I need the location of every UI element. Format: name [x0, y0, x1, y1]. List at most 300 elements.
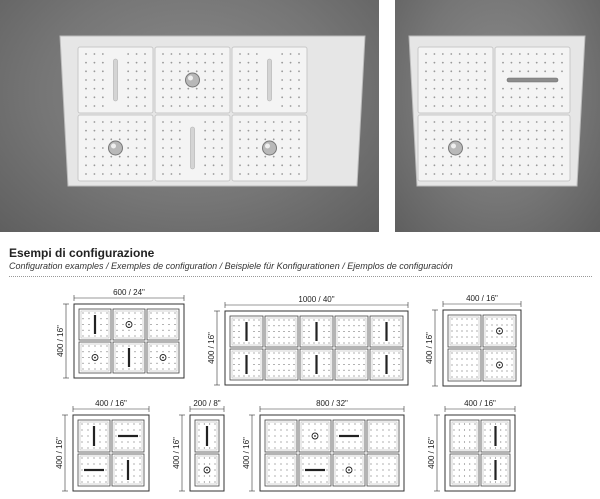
nozzle-dot — [553, 88, 555, 90]
nozzle-dot — [536, 147, 538, 149]
nozzle-dot — [495, 423, 496, 424]
nozzle-dot — [363, 331, 364, 332]
nozzle-dot — [519, 121, 521, 123]
nozzle-dot — [527, 105, 529, 107]
nozzle-dot — [221, 62, 223, 64]
nozzle-dot — [500, 441, 501, 442]
nozzle-dot — [292, 481, 293, 482]
nozzle-dot — [268, 331, 269, 332]
nozzle-dot — [204, 457, 205, 458]
nozzle-dot — [87, 429, 88, 430]
nozzle-dot — [466, 336, 467, 337]
nozzle-dot — [469, 441, 470, 442]
nozzle-dot — [471, 370, 472, 371]
nozzle-dot — [373, 342, 374, 343]
nozzle-dot — [144, 53, 146, 55]
nozzle-dot — [502, 53, 504, 55]
nozzle-dot — [336, 481, 337, 482]
nozzle-dot — [150, 312, 151, 313]
nozzle-dot — [268, 435, 269, 436]
nozzle-dot — [506, 358, 507, 359]
nozzle-dot — [238, 337, 239, 338]
ceiling-tile — [418, 47, 493, 113]
nozzle-dot — [243, 352, 244, 353]
nozzle-dot — [171, 121, 173, 123]
nozzle-dot — [303, 375, 304, 376]
nozzle-dot — [82, 357, 83, 358]
nozzle-dot — [106, 312, 107, 313]
nozzle-dot — [139, 481, 140, 482]
nozzle-dot — [544, 96, 546, 98]
nozzle-dot — [122, 330, 123, 331]
nozzle-dot — [106, 363, 107, 364]
nozzle-dot — [484, 130, 486, 132]
nozzle-dot — [544, 173, 546, 175]
nozzle-dot — [500, 429, 501, 430]
nozzle-dot — [179, 130, 181, 132]
nozzle-dot — [450, 156, 452, 158]
nozzle-dot — [248, 53, 250, 55]
nozzle-dot — [256, 147, 258, 149]
nozzle-dot — [442, 138, 444, 140]
nozzle-dot — [115, 429, 116, 430]
nozzle-dot — [544, 105, 546, 107]
nozzle-dot — [87, 441, 88, 442]
nozzle-dot — [133, 423, 134, 424]
nozzle-dot — [378, 352, 379, 353]
nozzle-dot — [273, 358, 274, 359]
nozzle-dot — [393, 331, 394, 332]
nozzle-dot — [273, 319, 274, 320]
nozzle-dot — [466, 318, 467, 319]
nozzle-dot — [196, 96, 198, 98]
nozzle-dot — [204, 130, 206, 132]
nozzle-dot — [388, 375, 389, 376]
nozzle-dot — [467, 130, 469, 132]
nozzle-dot — [233, 319, 234, 320]
nozzle-dot — [398, 342, 399, 343]
nozzle-dot — [288, 337, 289, 338]
nozzle-dot — [298, 164, 300, 166]
nozzle-dot — [553, 70, 555, 72]
nozzle-dot — [139, 447, 140, 448]
nozzle-dot — [268, 337, 269, 338]
nozzle-dot — [168, 318, 169, 319]
nozzle-dot — [174, 357, 175, 358]
nozzle-dot — [239, 138, 241, 140]
nozzle-dot — [127, 429, 128, 430]
nozzle-dot — [323, 325, 324, 326]
nozzle-dot — [486, 324, 487, 325]
nozzle-dot — [519, 164, 521, 166]
nozzle-dot — [273, 130, 275, 132]
nozzle-dot — [461, 376, 462, 377]
nozzle-dot — [326, 475, 327, 476]
nozzle-dot — [88, 345, 89, 346]
nozzle-dot — [256, 105, 258, 107]
nozzle-dot — [121, 423, 122, 424]
nozzle-dot — [268, 370, 269, 371]
nozzle-dot — [179, 70, 181, 72]
nozzle-dot — [256, 79, 258, 81]
nozzle-dot — [511, 173, 513, 175]
nozzle-dot — [370, 429, 371, 430]
nozzle-dot — [505, 457, 506, 458]
nozzle-dot — [466, 376, 467, 377]
nozzle-dot — [338, 364, 339, 365]
nozzle-dot — [171, 96, 173, 98]
nozzle-dot — [268, 364, 269, 365]
ceiling-tile — [155, 115, 230, 181]
nozzle-dot — [248, 79, 250, 81]
nozzle-dot — [288, 325, 289, 326]
nozzle-dot — [248, 173, 250, 175]
nozzle-dot — [134, 368, 135, 369]
nozzle-dot — [453, 441, 454, 442]
nozzle-dot — [204, 164, 206, 166]
nozzle-dot — [467, 105, 469, 107]
nozzle-dot — [94, 335, 95, 336]
module-tile — [448, 315, 481, 347]
nozzle-dot — [238, 319, 239, 320]
nozzle-dot — [360, 457, 361, 458]
nozzle-dot — [94, 105, 96, 107]
nozzle-dot — [273, 121, 275, 123]
nozzle-dot — [280, 423, 281, 424]
nozzle-dot — [162, 138, 164, 140]
nozzle-dot — [144, 70, 146, 72]
nozzle-dot — [378, 319, 379, 320]
nozzle-dot — [467, 173, 469, 175]
nozzle-dot — [486, 376, 487, 377]
nozzle-dot — [348, 463, 349, 464]
nozzle-dot — [544, 138, 546, 140]
nozzle-dot — [536, 121, 538, 123]
configuration-diagrams — [0, 279, 600, 499]
nozzle-dot — [461, 324, 462, 325]
nozzle-dot — [484, 79, 486, 81]
nozzle-dot — [233, 325, 234, 326]
nozzle-dot — [278, 337, 279, 338]
nozzle-dot — [144, 138, 146, 140]
tile-surface — [495, 115, 570, 181]
nozzle-dot — [105, 429, 106, 430]
light-bar-vertical — [127, 460, 129, 480]
nozzle-dot — [338, 342, 339, 343]
nozzle-dot — [425, 130, 427, 132]
width-label: 400 / 16" — [464, 399, 496, 408]
nozzle-dot — [116, 335, 117, 336]
nozzle-dot — [476, 164, 478, 166]
nozzle-dot — [119, 156, 121, 158]
ceiling-tile — [78, 47, 153, 113]
nozzle-dot — [293, 370, 294, 371]
nozzle-dot — [519, 105, 521, 107]
nozzle-dot — [179, 96, 181, 98]
nozzle-dot — [373, 364, 374, 365]
nozzle-dot — [442, 147, 444, 149]
nozzle-dot — [348, 352, 349, 353]
nozzle-dot — [293, 358, 294, 359]
nozzle-dot — [376, 441, 377, 442]
nozzle-dot — [213, 96, 215, 98]
nozzle-dot — [388, 423, 389, 424]
nozzle-dot — [527, 121, 529, 123]
nozzle-dot — [239, 164, 241, 166]
nozzle-dot — [360, 475, 361, 476]
nozzle-dot — [82, 318, 83, 319]
nozzle-dot — [511, 53, 513, 55]
nozzle-dot — [393, 352, 394, 353]
nozzle-dot — [318, 375, 319, 376]
nozzle-dot — [328, 352, 329, 353]
nozzle-dot — [500, 469, 501, 470]
nozzle-dot — [292, 441, 293, 442]
nozzle-dot — [382, 429, 383, 430]
height-label: 400 / 16" — [56, 325, 65, 357]
nozzle-dot — [511, 105, 513, 107]
nozzle-dot — [314, 481, 315, 482]
nozzle-dot — [467, 79, 469, 81]
nozzle-dot — [136, 138, 138, 140]
nozzle-dot — [348, 375, 349, 376]
nozzle-dot — [150, 363, 151, 364]
nozzle-dot — [544, 156, 546, 158]
nozzle-dot — [280, 469, 281, 470]
shower-nozzle-center — [206, 469, 208, 471]
nozzle-dot — [373, 331, 374, 332]
nozzle-dot — [476, 324, 477, 325]
nozzle-dot — [484, 481, 485, 482]
nozzle-dot — [484, 173, 486, 175]
light-bar-vertical — [94, 315, 96, 334]
nozzle-dot — [102, 62, 104, 64]
nozzle-dot — [298, 173, 300, 175]
nozzle-dot — [501, 370, 502, 371]
nozzle-dot — [328, 319, 329, 320]
nozzle-dot — [119, 130, 121, 132]
nozzle-dot — [99, 423, 100, 424]
nozzle-dot — [100, 351, 101, 352]
nozzle-dot — [82, 363, 83, 364]
nozzle-dot — [354, 441, 355, 442]
nozzle-dot — [283, 370, 284, 371]
nozzle-dot — [464, 457, 465, 458]
nozzle-dot — [136, 96, 138, 98]
nozzle-dot — [162, 345, 163, 346]
nozzle-dot — [204, 463, 205, 464]
nozzle-dot — [198, 423, 199, 424]
nozzle-dot — [121, 447, 122, 448]
nozzle-dot — [328, 358, 329, 359]
nozzle-dot — [253, 370, 254, 371]
nozzle-dot — [127, 173, 129, 175]
nozzle-dot — [313, 375, 314, 376]
nozzle-dot — [133, 469, 134, 470]
nozzle-dot — [353, 337, 354, 338]
nozzle-dot — [100, 357, 101, 358]
nozzle-dot — [258, 325, 259, 326]
nozzle-dot — [268, 342, 269, 343]
nozzle-dot — [144, 96, 146, 98]
nozzle-dot — [233, 337, 234, 338]
nozzle-dot — [162, 105, 164, 107]
nozzle-dot — [502, 62, 504, 64]
nozzle-dot — [94, 363, 95, 364]
nozzle-dot — [459, 457, 460, 458]
nozzle-dot — [434, 88, 436, 90]
nozzle-dot — [127, 481, 128, 482]
nozzle-dot — [303, 337, 304, 338]
nozzle-dot — [174, 324, 175, 325]
nozzle-dot — [308, 475, 309, 476]
nozzle-dot — [308, 331, 309, 332]
nozzle-dot — [293, 342, 294, 343]
nozzle-dot — [342, 469, 343, 470]
nozzle-dot — [382, 463, 383, 464]
nozzle-dot — [128, 335, 129, 336]
nozzle-dot — [139, 475, 140, 476]
nozzle-dot — [519, 70, 521, 72]
nozzle-dot — [336, 429, 337, 430]
nozzle-dot — [501, 318, 502, 319]
nozzle-dot — [274, 435, 275, 436]
nozzle-dot — [484, 147, 486, 149]
nozzle-dot — [348, 319, 349, 320]
nozzle-dot — [378, 342, 379, 343]
nozzle-dot — [354, 475, 355, 476]
nozzle-dot — [434, 164, 436, 166]
nozzle-dot — [281, 105, 283, 107]
nozzle-dot — [491, 324, 492, 325]
nozzle-dot — [273, 375, 274, 376]
nozzle-dot — [336, 447, 337, 448]
nozzle-dot — [140, 330, 141, 331]
nozzle-dot — [511, 147, 513, 149]
nozzle-dot — [328, 364, 329, 365]
nozzle-dot — [81, 481, 82, 482]
nozzle-dot — [168, 363, 169, 364]
nozzle-dot — [85, 70, 87, 72]
nozzle-dot — [323, 370, 324, 371]
nozzle-dot — [358, 337, 359, 338]
light-bar-vertical — [191, 127, 195, 169]
nozzle-dot — [127, 457, 128, 458]
nozzle-dot — [290, 164, 292, 166]
nozzle-dot — [469, 423, 470, 424]
nozzle-dot — [122, 312, 123, 313]
nozzle-dot — [506, 318, 507, 319]
nozzle-dot — [134, 324, 135, 325]
nozzle-dot — [328, 331, 329, 332]
nozzle-dot — [213, 130, 215, 132]
nozzle-dot — [511, 62, 513, 64]
nozzle-dot — [544, 62, 546, 64]
nozzle-dot — [486, 330, 487, 331]
nozzle-dot — [338, 352, 339, 353]
nozzle-dot — [360, 447, 361, 448]
nozzle-dot — [293, 331, 294, 332]
nozzle-dot — [502, 70, 504, 72]
nozzle-dot — [268, 319, 269, 320]
nozzle-dot — [354, 423, 355, 424]
nozzle-dot — [280, 463, 281, 464]
nozzle-dot — [187, 53, 189, 55]
nozzle-dot — [221, 70, 223, 72]
ceiling-tile — [155, 47, 230, 113]
nozzle-dot — [358, 342, 359, 343]
configuration-diagram — [207, 295, 408, 385]
nozzle-dot — [502, 164, 504, 166]
nozzle-dot — [373, 370, 374, 371]
nozzle-dot — [106, 351, 107, 352]
nozzle-dot — [248, 147, 250, 149]
nozzle-dot — [278, 325, 279, 326]
nozzle-dot — [239, 62, 241, 64]
nozzle-dot — [501, 352, 502, 353]
shower-nozzle-highlight — [111, 144, 116, 149]
nozzle-dot — [467, 96, 469, 98]
nozzle-dot — [308, 337, 309, 338]
nozzle-dot — [87, 463, 88, 464]
nozzle-dot — [474, 441, 475, 442]
nozzle-dot — [343, 319, 344, 320]
nozzle-dot — [467, 138, 469, 140]
nozzle-dot — [459, 469, 460, 470]
nozzle-dot — [363, 342, 364, 343]
nozzle-dot — [288, 331, 289, 332]
nozzle-dot — [466, 358, 467, 359]
nozzle-dot — [283, 331, 284, 332]
nozzle-dot — [292, 469, 293, 470]
nozzle-dot — [388, 481, 389, 482]
light-bar-vertical — [206, 426, 208, 446]
nozzle-dot — [248, 352, 249, 353]
nozzle-dot — [553, 96, 555, 98]
nozzle-dot — [320, 429, 321, 430]
nozzle-dot — [134, 351, 135, 352]
nozzle-dot — [348, 337, 349, 338]
nozzle-dot — [308, 370, 309, 371]
nozzle-dot — [94, 156, 96, 158]
nozzle-dot — [127, 447, 128, 448]
nozzle-dot — [425, 62, 427, 64]
nozzle-dot — [121, 481, 122, 482]
nozzle-dot — [273, 156, 275, 158]
nozzle-dot — [476, 70, 478, 72]
nozzle-dot — [214, 441, 215, 442]
nozzle-dot — [511, 88, 513, 90]
nozzle-dot — [281, 173, 283, 175]
nozzle-dot — [474, 447, 475, 448]
nozzle-dot — [476, 96, 478, 98]
nozzle-dot — [213, 138, 215, 140]
nozzle-dot — [162, 88, 164, 90]
nozzle-dot — [466, 342, 467, 343]
nozzle-dot — [553, 147, 555, 149]
nozzle-dot — [256, 62, 258, 64]
nozzle-dot — [459, 70, 461, 72]
nozzle-dot — [85, 164, 87, 166]
shower-nozzle-center — [499, 330, 501, 332]
nozzle-dot — [256, 173, 258, 175]
nozzle-dot — [133, 481, 134, 482]
nozzle-dot — [373, 319, 374, 320]
nozzle-dot — [248, 319, 249, 320]
light-bar-horizontal — [305, 469, 325, 471]
nozzle-dot — [519, 130, 521, 132]
nozzle-dot — [320, 423, 321, 424]
